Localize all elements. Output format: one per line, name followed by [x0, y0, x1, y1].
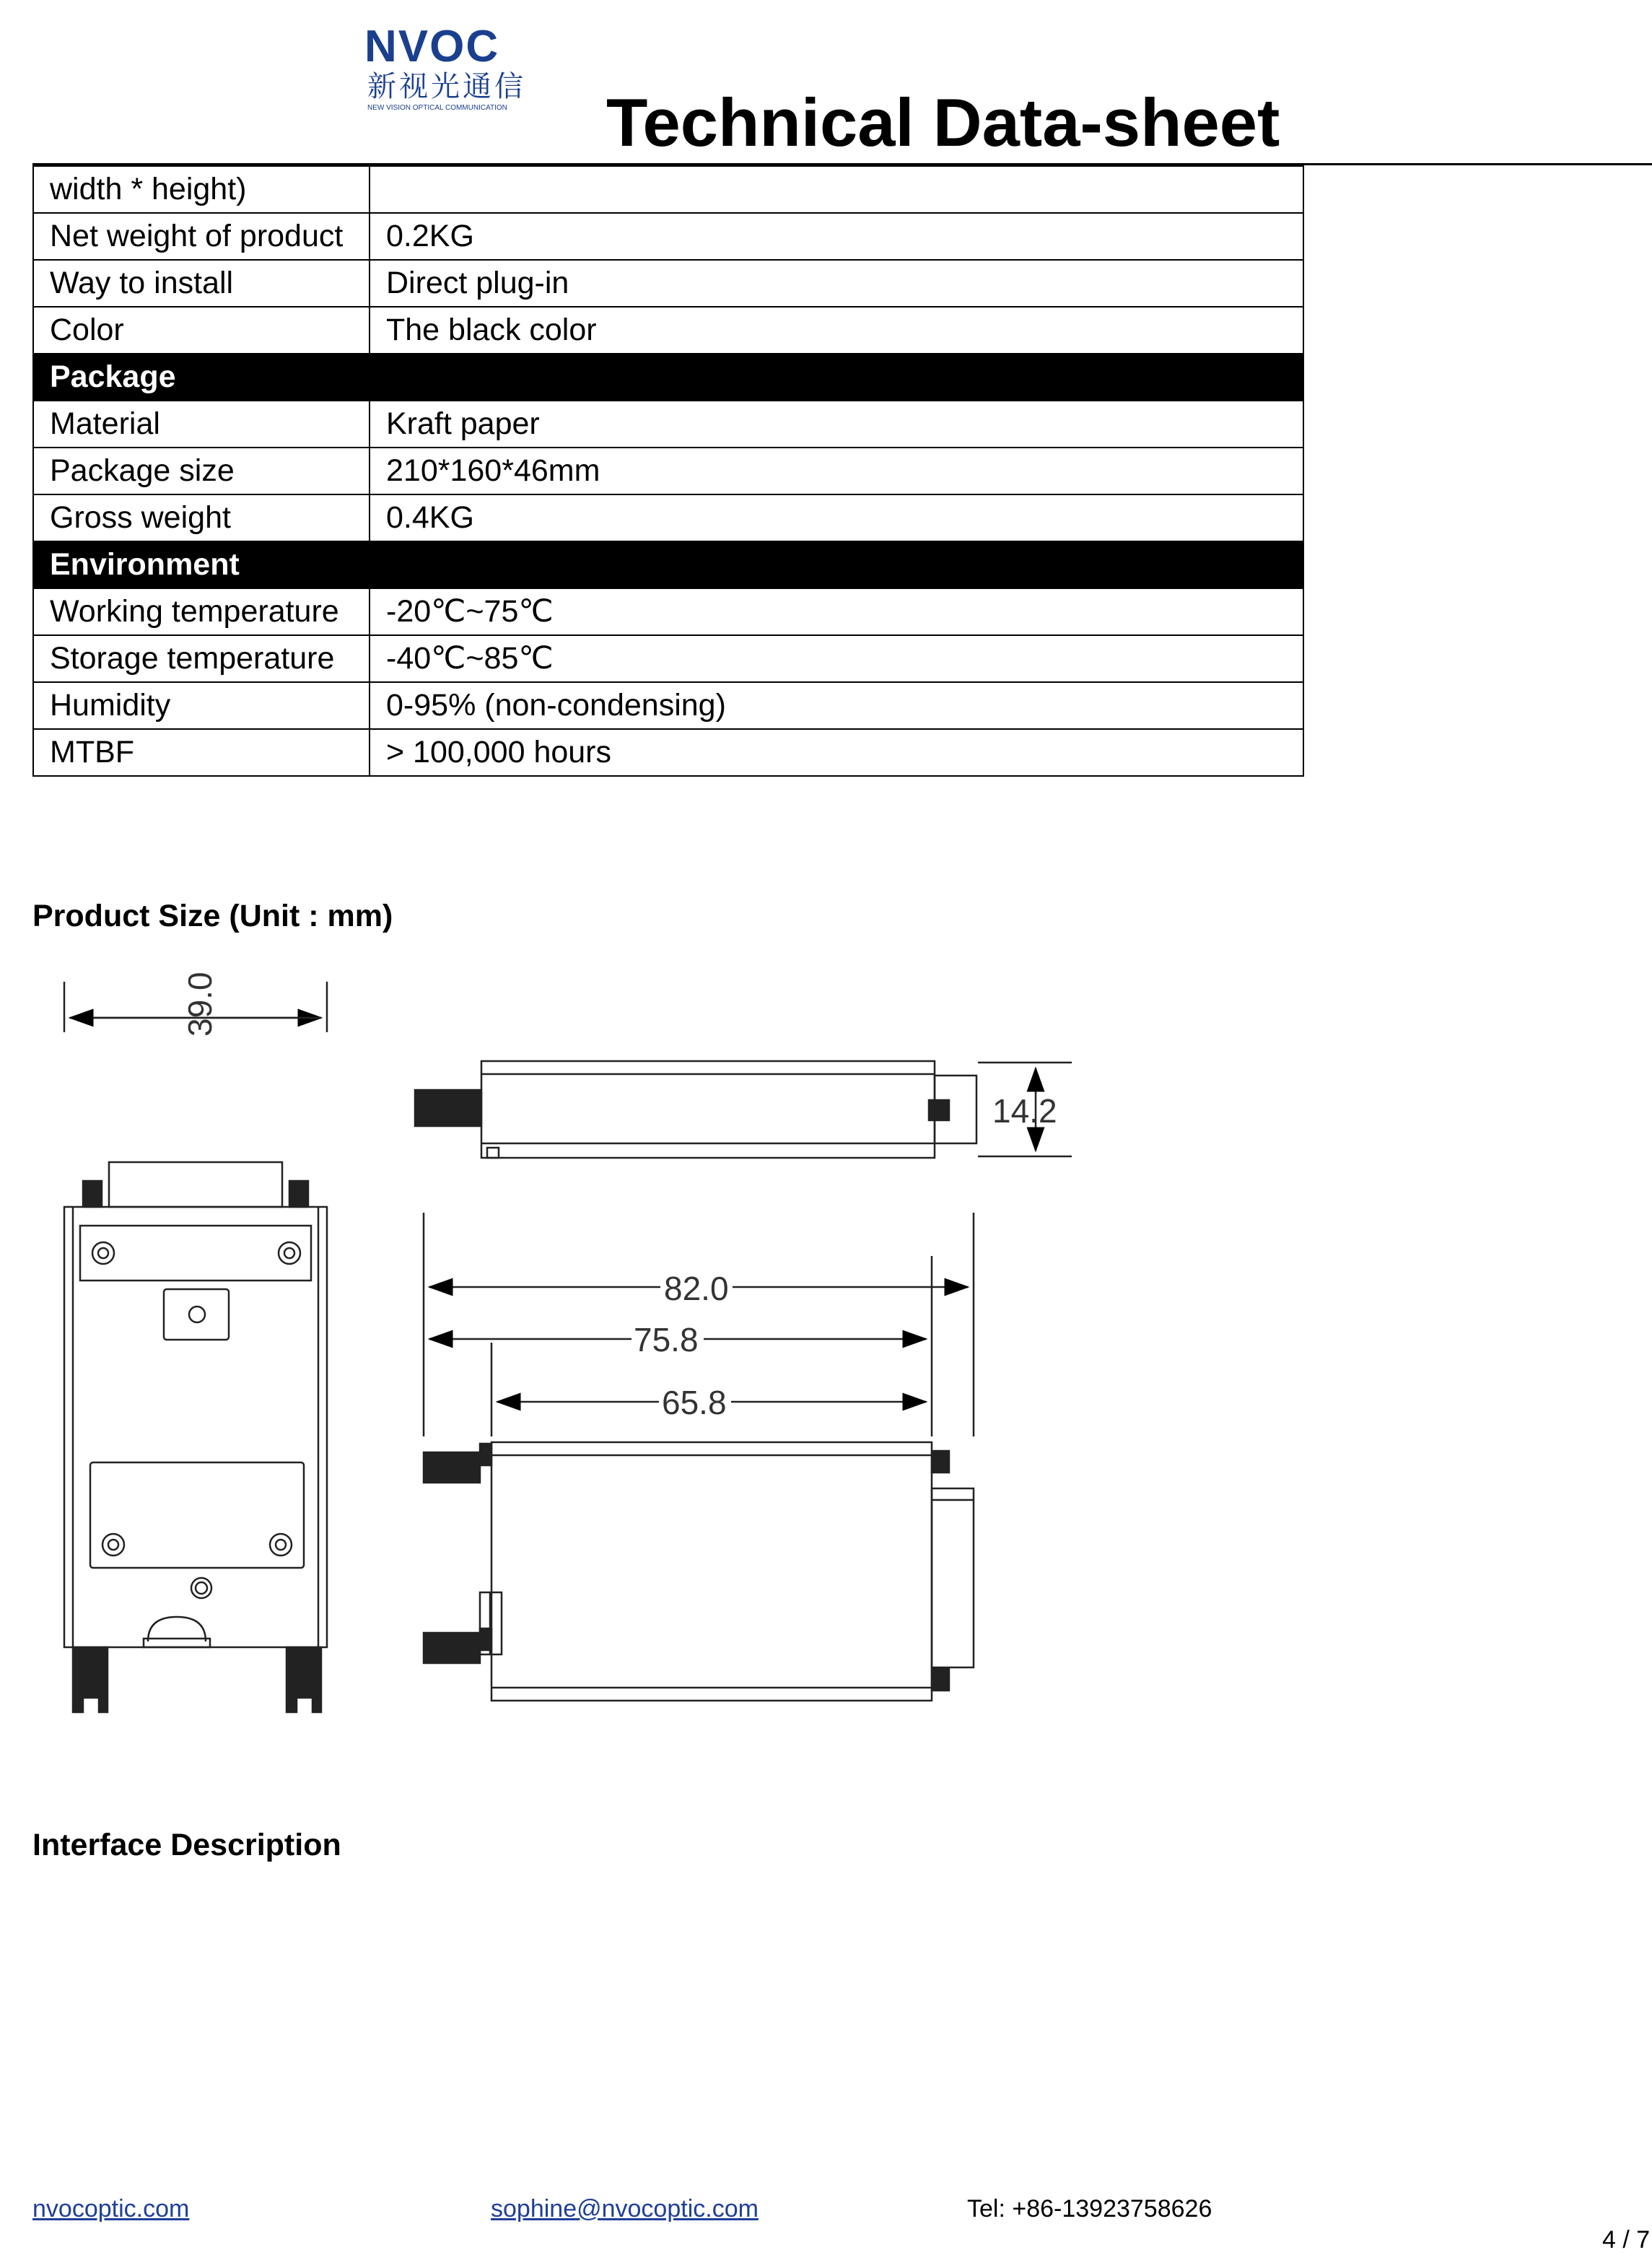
spec-value: -40℃~85℃	[370, 635, 1303, 682]
spec-key: width * height)	[33, 166, 370, 213]
spec-key: Net weight of product	[33, 213, 370, 260]
product-dimension-drawing	[32, 967, 1101, 1725]
section-label: Package	[33, 354, 1303, 401]
spec-value: 0.2KG	[370, 213, 1303, 260]
logo-wordmark: NVOC	[364, 22, 500, 71]
table-row	[33, 588, 1303, 635]
spec-table	[32, 165, 1304, 777]
logo-tagline: NEW VISION OPTICAL COMMUNICATION	[367, 104, 507, 112]
dim-overall-length-label: 82.0	[664, 1270, 729, 1307]
table-row	[33, 307, 1303, 354]
spec-key: Humidity	[33, 682, 370, 729]
document-title: Technical Data-sheet	[606, 84, 1280, 160]
spec-value: Direct plug-in	[370, 260, 1303, 307]
spec-value: 0.4KG	[370, 494, 1303, 541]
spec-value: 0-95% (non-condensing)	[370, 682, 1303, 729]
spec-value: 210*160*46mm	[370, 448, 1303, 494]
spec-key: Way to install	[33, 260, 370, 307]
dim-height-label: 14.2	[992, 1092, 1057, 1130]
table-row	[33, 260, 1303, 307]
product-size-heading: Product Size (Unit : mm)	[32, 899, 393, 933]
dim-length-2-label: 75.8	[634, 1321, 699, 1358]
logo-chinese-name: 新视光通信	[367, 70, 526, 103]
dim-body-length-label: 65.8	[662, 1384, 727, 1421]
spec-key: MTBF	[33, 729, 370, 776]
table-row	[33, 448, 1303, 494]
section-label: Environment	[33, 541, 1303, 588]
side-view	[415, 1061, 1072, 1158]
spec-value: -20℃~75℃	[370, 588, 1303, 635]
telephone-text: Tel: +86-13923758626	[967, 2195, 1212, 2223]
spec-value	[370, 166, 1303, 213]
table-row	[33, 401, 1303, 448]
table-row	[33, 213, 1303, 260]
email-link[interactable]: sophine@nvocoptic.com	[491, 2195, 759, 2223]
company-logo	[364, 22, 534, 115]
page-number: 4 / 7	[1602, 2226, 1651, 2254]
website-link[interactable]: nvocoptic.com	[32, 2195, 190, 2223]
dim-width-label: 39.0	[181, 972, 219, 1037]
spec-value: > 100,000 hours	[370, 729, 1303, 776]
table-row	[33, 682, 1303, 729]
table-row	[33, 729, 1303, 776]
section-header-package	[33, 354, 1303, 401]
spec-key: Color	[33, 307, 370, 354]
table-row	[33, 166, 1303, 213]
spec-key: Package size	[33, 448, 370, 494]
spec-value: Kraft paper	[370, 401, 1303, 448]
table-row	[33, 635, 1303, 682]
spec-value: The black color	[370, 307, 1303, 354]
spec-key: Working temperature	[33, 588, 370, 635]
spec-key: Gross weight	[33, 494, 370, 541]
front-view	[64, 982, 327, 1712]
interface-description-heading: Interface Description	[32, 1828, 341, 1862]
section-header-environment	[33, 541, 1303, 588]
spec-key: Storage temperature	[33, 635, 370, 682]
spec-key: Material	[33, 401, 370, 448]
table-row	[33, 494, 1303, 541]
